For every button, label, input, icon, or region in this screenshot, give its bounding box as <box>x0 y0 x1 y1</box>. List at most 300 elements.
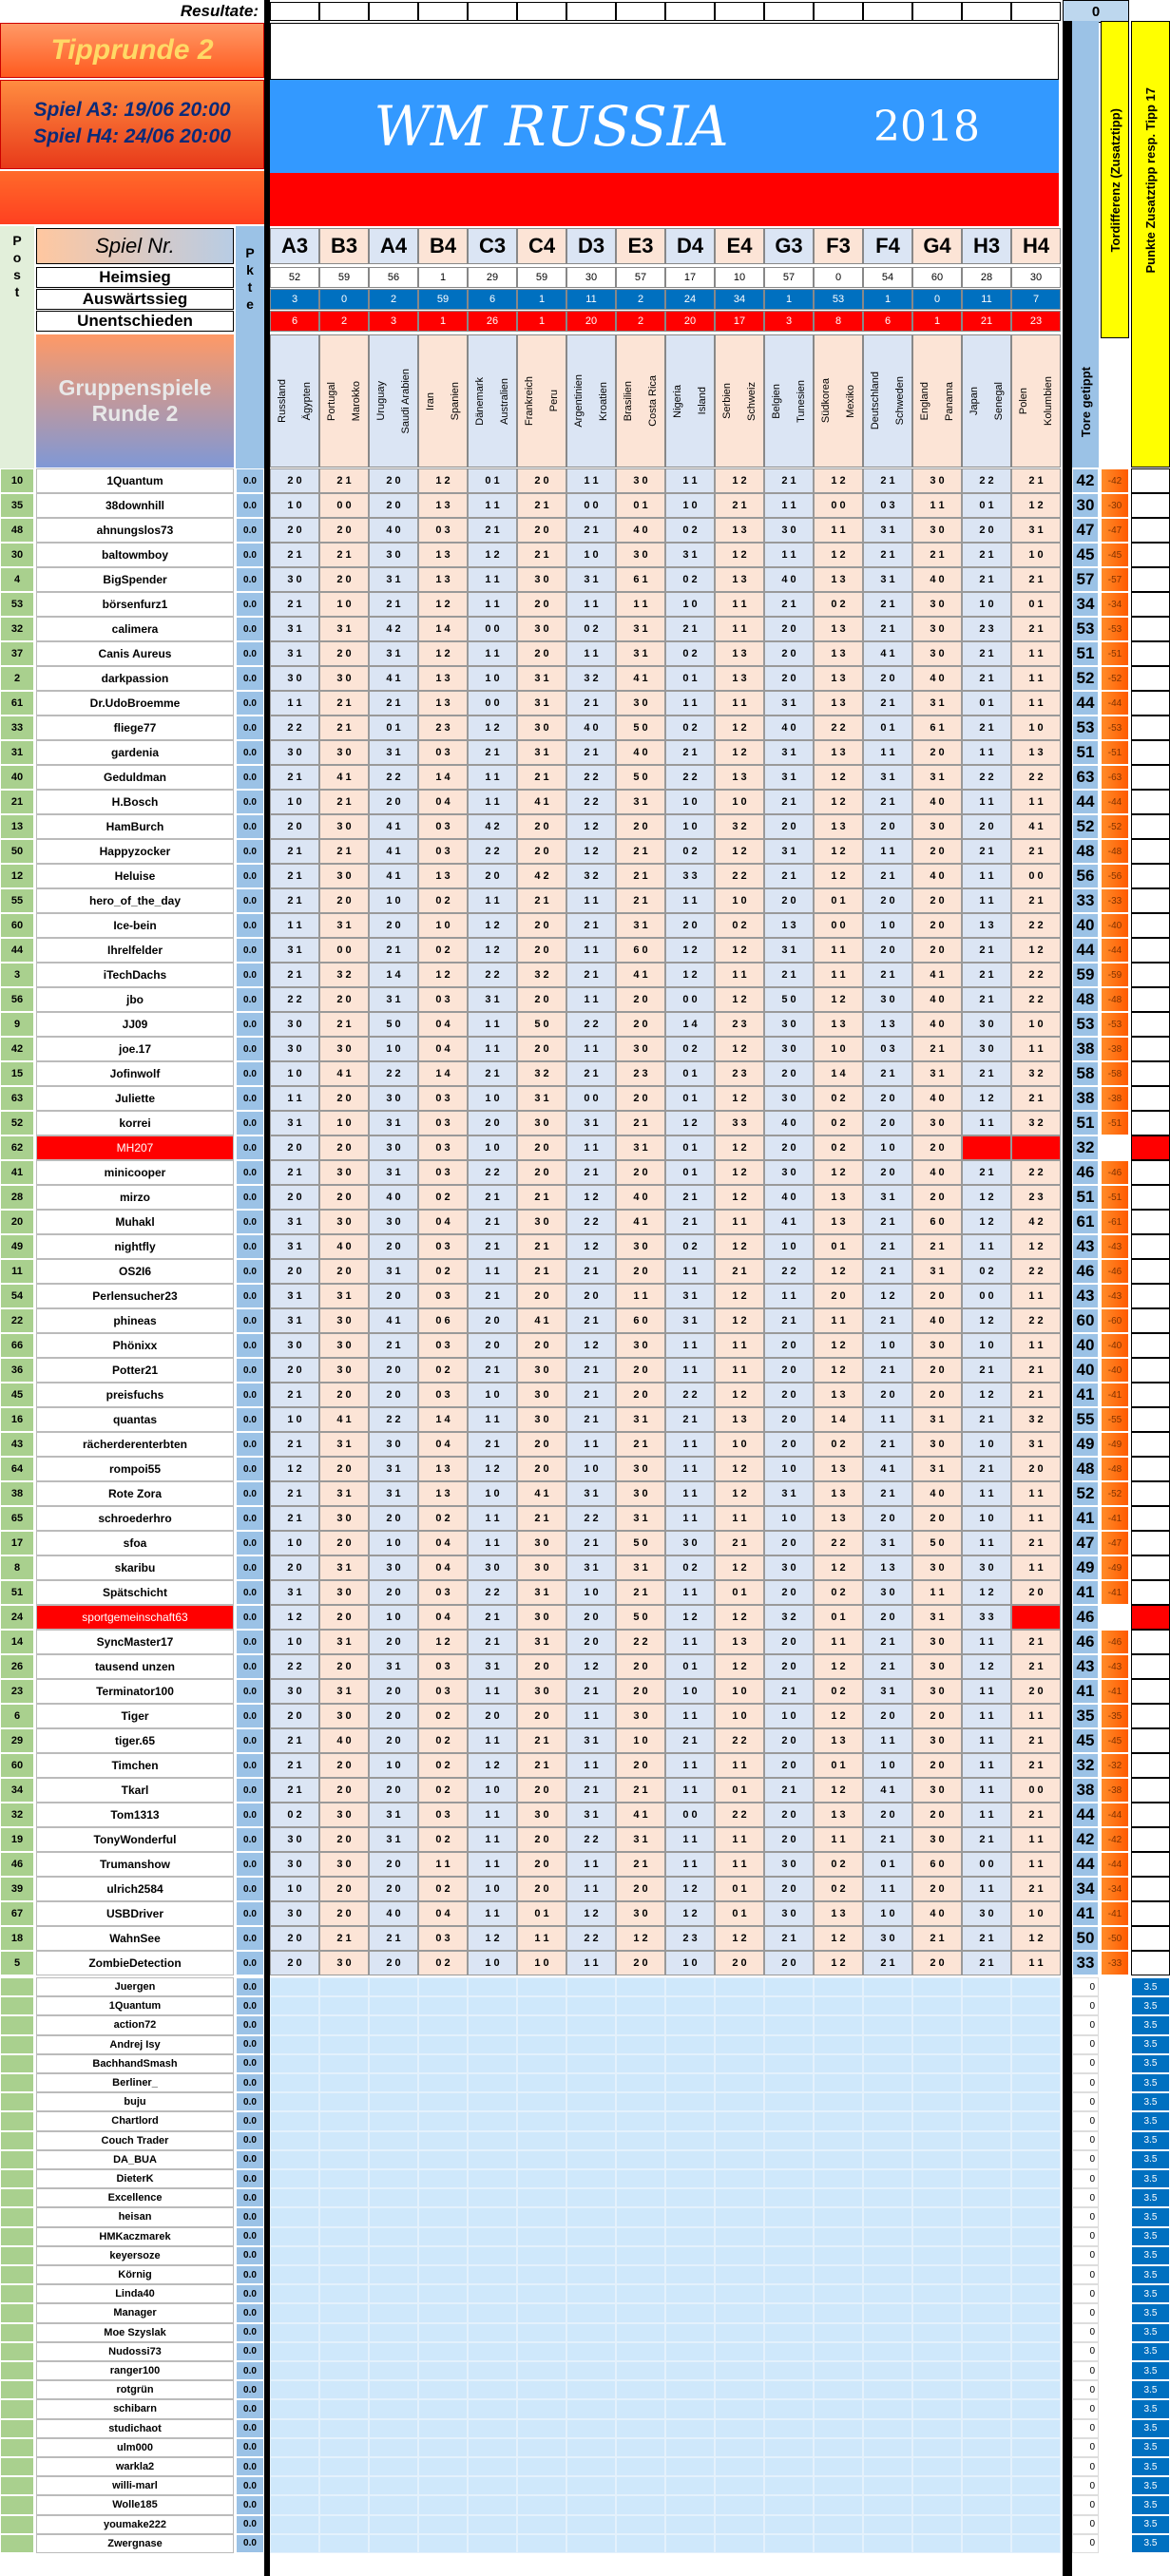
player-name[interactable]: phineas <box>36 1308 234 1333</box>
tip-cell[interactable]: 0 3 <box>418 839 468 864</box>
tip-cell[interactable]: 1 3 <box>863 1012 912 1037</box>
tip-cell[interactable]: 1 0 <box>863 1753 912 1778</box>
tip-cell[interactable]: 1 1 <box>665 1481 715 1506</box>
tip-cell[interactable]: 2 0 <box>764 1358 814 1383</box>
tip-cell[interactable] <box>270 1996 319 2015</box>
tip-cell[interactable]: 2 0 <box>319 1383 369 1407</box>
tip-cell[interactable] <box>319 2246 369 2265</box>
tip-cell[interactable]: 0 2 <box>814 1679 863 1704</box>
tip-cell[interactable] <box>715 2131 764 2150</box>
tip-cell[interactable] <box>270 2073 319 2092</box>
tip-cell[interactable]: 2 1 <box>566 1259 616 1284</box>
player-name[interactable]: WahnSee <box>36 1926 234 1951</box>
tip-cell[interactable]: 1 1 <box>715 963 764 987</box>
tip-cell[interactable]: 2 1 <box>665 617 715 641</box>
tip-cell[interactable] <box>665 2476 715 2495</box>
tip-cell[interactable] <box>468 2054 517 2073</box>
tip-cell[interactable]: 1 3 <box>418 543 468 567</box>
tip-cell[interactable]: 0 1 <box>814 1605 863 1630</box>
tip-cell[interactable] <box>616 2361 665 2380</box>
tip-cell[interactable]: 2 1 <box>319 543 369 567</box>
tip-cell[interactable]: 3 1 <box>369 567 418 592</box>
tip-cell[interactable]: 3 1 <box>319 1284 369 1308</box>
tip-cell[interactable]: 2 1 <box>1011 1383 1061 1407</box>
tip-cell[interactable]: 1 2 <box>468 543 517 567</box>
tip-cell[interactable]: 3 1 <box>270 617 319 641</box>
tip-cell[interactable]: 0 3 <box>418 1654 468 1679</box>
tip-cell[interactable]: 1 1 <box>468 765 517 790</box>
tip-cell[interactable]: 2 1 <box>962 641 1011 666</box>
tip-cell[interactable]: 0 2 <box>665 1234 715 1259</box>
tip-cell[interactable]: 1 1 <box>715 691 764 716</box>
tip-cell[interactable]: 3 0 <box>616 1901 665 1926</box>
tip-cell[interactable]: 3 0 <box>962 1901 1011 1926</box>
tip-cell[interactable]: 1 0 <box>270 1531 319 1555</box>
tip-cell[interactable]: 0 4 <box>418 790 468 814</box>
tip-cell[interactable]: 2 1 <box>863 1630 912 1654</box>
tip-cell[interactable]: 2 0 <box>517 814 566 839</box>
tip-cell[interactable]: 0 2 <box>270 1803 319 1827</box>
tip-cell[interactable]: 2 1 <box>863 592 912 617</box>
tip-cell[interactable]: 1 0 <box>468 1086 517 1111</box>
tip-cell[interactable]: 0 2 <box>814 1086 863 1111</box>
tip-cell[interactable]: 2 1 <box>270 839 319 864</box>
tip-cell[interactable] <box>369 2380 418 2399</box>
tip-cell[interactable] <box>962 2303 1011 2322</box>
tip-cell[interactable]: 0 3 <box>418 1111 468 1135</box>
tip-cell[interactable] <box>814 2035 863 2054</box>
tip-cell[interactable] <box>1011 2438 1061 2457</box>
tip-cell[interactable]: 2 0 <box>566 1605 616 1630</box>
tip-cell[interactable]: 2 2 <box>1011 913 1061 938</box>
tip-cell[interactable] <box>517 2476 566 2495</box>
tip-cell[interactable]: 2 0 <box>369 790 418 814</box>
tip-cell[interactable]: 2 1 <box>566 740 616 765</box>
tip-cell[interactable]: 2 0 <box>863 938 912 963</box>
tip-cell[interactable]: 2 0 <box>369 1852 418 1877</box>
tip-cell[interactable] <box>319 2361 369 2380</box>
tip-cell[interactable]: 2 0 <box>912 1284 962 1308</box>
tip-cell[interactable] <box>616 2534 665 2553</box>
tip-cell[interactable]: 3 1 <box>616 913 665 938</box>
tip-cell[interactable]: 0 0 <box>962 1284 1011 1308</box>
tip-cell[interactable] <box>369 2131 418 2150</box>
tip-cell[interactable] <box>566 2303 616 2322</box>
tip-cell[interactable] <box>616 2188 665 2207</box>
tip-cell[interactable]: 4 0 <box>616 518 665 543</box>
tip-cell[interactable]: 1 2 <box>814 790 863 814</box>
tip-cell[interactable] <box>912 2380 962 2399</box>
tip-cell[interactable] <box>715 1977 764 1996</box>
tip-cell[interactable] <box>962 2150 1011 2169</box>
tip-cell[interactable] <box>616 2303 665 2322</box>
tip-cell[interactable]: 4 1 <box>517 790 566 814</box>
tip-cell[interactable]: 2 1 <box>863 1061 912 1086</box>
tip-cell[interactable]: 2 2 <box>270 716 319 740</box>
tip-cell[interactable]: 2 0 <box>1011 1580 1061 1605</box>
tip-cell[interactable]: 1 0 <box>566 543 616 567</box>
tip-cell[interactable]: 3 0 <box>764 1901 814 1926</box>
tip-cell[interactable] <box>270 2150 319 2169</box>
tip-cell[interactable]: 1 1 <box>715 1210 764 1234</box>
tip-cell[interactable]: 1 2 <box>616 1926 665 1951</box>
tip-cell[interactable] <box>468 2246 517 2265</box>
tip-cell[interactable]: 1 0 <box>962 1432 1011 1457</box>
player-name[interactable]: buju <box>36 2092 234 2111</box>
tip-cell[interactable]: 3 0 <box>369 1135 418 1160</box>
player-name[interactable]: Juergen <box>36 1977 234 1996</box>
tip-cell[interactable]: 2 1 <box>566 1160 616 1185</box>
tip-cell[interactable]: 0 3 <box>418 987 468 1012</box>
tip-cell[interactable]: 2 1 <box>962 839 1011 864</box>
tip-cell[interactable]: 2 1 <box>270 1728 319 1753</box>
tip-cell[interactable]: 1 0 <box>369 1605 418 1630</box>
tip-cell[interactable]: 1 1 <box>863 839 912 864</box>
tip-cell[interactable]: 3 1 <box>764 938 814 963</box>
tip-cell[interactable]: 1 1 <box>715 1753 764 1778</box>
tip-cell[interactable]: 3 0 <box>319 666 369 691</box>
tip-cell[interactable]: 4 0 <box>764 1111 814 1135</box>
tip-cell[interactable]: 1 0 <box>764 1457 814 1481</box>
tip-cell[interactable]: 0 2 <box>814 1111 863 1135</box>
tip-cell[interactable]: 1 4 <box>665 1012 715 1037</box>
tip-cell[interactable] <box>566 2169 616 2188</box>
tip-cell[interactable] <box>912 2092 962 2111</box>
tip-cell[interactable]: 2 1 <box>270 1432 319 1457</box>
tip-cell[interactable]: 1 1 <box>814 518 863 543</box>
tip-cell[interactable] <box>369 2419 418 2438</box>
tip-cell[interactable] <box>764 2534 814 2553</box>
tip-cell[interactable] <box>962 2284 1011 2303</box>
tip-cell[interactable]: 3 0 <box>764 1037 814 1061</box>
tip-cell[interactable] <box>715 2438 764 2457</box>
tip-cell[interactable] <box>715 2495 764 2514</box>
tip-cell[interactable]: 1 0 <box>270 493 319 518</box>
tip-cell[interactable] <box>566 2534 616 2553</box>
tip-cell[interactable] <box>566 2323 616 2342</box>
tip-cell[interactable]: 4 2 <box>1011 1210 1061 1234</box>
tip-cell[interactable]: 3 0 <box>912 468 962 493</box>
tip-cell[interactable]: 2 0 <box>369 493 418 518</box>
tip-cell[interactable] <box>912 2227 962 2246</box>
tip-cell[interactable] <box>1011 2457 1061 2476</box>
tip-cell[interactable] <box>715 2111 764 2130</box>
tip-cell[interactable]: 2 0 <box>319 1259 369 1284</box>
tip-cell[interactable] <box>319 2342 369 2361</box>
tip-cell[interactable]: 1 1 <box>566 1432 616 1457</box>
tip-cell[interactable]: 2 1 <box>468 1185 517 1210</box>
tip-cell[interactable] <box>468 2207 517 2226</box>
tip-cell[interactable]: 2 0 <box>468 1333 517 1358</box>
tip-cell[interactable] <box>566 2131 616 2150</box>
tip-cell[interactable] <box>863 2457 912 2476</box>
tip-cell[interactable]: 2 2 <box>468 1580 517 1605</box>
tip-cell[interactable] <box>369 2073 418 2092</box>
tip-cell[interactable]: 4 1 <box>369 666 418 691</box>
tip-cell[interactable]: 1 0 <box>270 790 319 814</box>
tip-cell[interactable]: 2 1 <box>616 1580 665 1605</box>
tip-cell[interactable]: 1 2 <box>814 839 863 864</box>
player-name[interactable]: Berliner_ <box>36 2073 234 2092</box>
tip-cell[interactable]: 2 0 <box>517 641 566 666</box>
tip-cell[interactable]: 1 0 <box>517 1951 566 1975</box>
tip-cell[interactable]: 2 2 <box>1011 1259 1061 1284</box>
tip-cell[interactable]: 3 0 <box>912 1654 962 1679</box>
tip-cell[interactable]: 5 0 <box>517 1012 566 1037</box>
tip-cell[interactable]: 3 1 <box>863 1531 912 1555</box>
tip-cell[interactable]: 1 3 <box>863 1555 912 1580</box>
tip-cell[interactable]: 3 1 <box>468 1654 517 1679</box>
tip-cell[interactable]: 2 1 <box>863 1358 912 1383</box>
tip-cell[interactable]: 2 1 <box>863 1654 912 1679</box>
tip-cell[interactable] <box>863 2169 912 2188</box>
tip-cell[interactable]: 1 1 <box>665 1506 715 1531</box>
tip-cell[interactable] <box>468 1996 517 2015</box>
tip-cell[interactable]: 3 0 <box>764 1012 814 1037</box>
tip-cell[interactable]: 1 0 <box>1011 1901 1061 1926</box>
tip-cell[interactable]: 1 2 <box>715 543 764 567</box>
tip-cell[interactable]: 2 1 <box>270 1778 319 1803</box>
tip-cell[interactable]: 2 2 <box>715 1803 764 1827</box>
tip-cell[interactable] <box>418 2457 468 2476</box>
tip-cell[interactable]: 3 1 <box>616 790 665 814</box>
tip-cell[interactable] <box>566 2227 616 2246</box>
tip-cell[interactable] <box>468 2534 517 2553</box>
tip-cell[interactable]: 1 2 <box>566 1333 616 1358</box>
tip-cell[interactable]: 0 2 <box>814 1877 863 1901</box>
tip-cell[interactable] <box>715 2169 764 2188</box>
tip-cell[interactable]: 0 1 <box>962 691 1011 716</box>
player-name[interactable]: Potter21 <box>36 1358 234 1383</box>
tip-cell[interactable]: 1 1 <box>665 691 715 716</box>
tip-cell[interactable] <box>418 2438 468 2457</box>
tip-cell[interactable] <box>517 2207 566 2226</box>
tip-cell[interactable]: 3 0 <box>270 1012 319 1037</box>
tip-cell[interactable] <box>616 2015 665 2034</box>
tip-cell[interactable]: 3 0 <box>764 1852 814 1877</box>
tip-cell[interactable]: 2 2 <box>1011 765 1061 790</box>
tip-cell[interactable] <box>1011 2399 1061 2418</box>
tip-cell[interactable] <box>912 2054 962 2073</box>
tip-cell[interactable]: 1 1 <box>715 1827 764 1852</box>
tip-cell[interactable]: 2 0 <box>912 1506 962 1531</box>
tip-cell[interactable]: 3 1 <box>566 567 616 592</box>
tip-cell[interactable]: 0 1 <box>665 1061 715 1086</box>
tip-cell[interactable] <box>369 2111 418 2130</box>
tip-cell[interactable]: 0 2 <box>418 1506 468 1531</box>
tip-cell[interactable]: 1 2 <box>468 716 517 740</box>
tip-cell[interactable]: 2 1 <box>863 1210 912 1234</box>
tip-cell[interactable] <box>962 2227 1011 2246</box>
tip-cell[interactable]: 2 1 <box>863 468 912 493</box>
tip-cell[interactable]: 3 0 <box>863 1580 912 1605</box>
tip-cell[interactable]: 2 1 <box>665 1407 715 1432</box>
tip-cell[interactable]: 1 1 <box>566 987 616 1012</box>
tip-cell[interactable]: 2 0 <box>912 839 962 864</box>
tip-cell[interactable]: 4 2 <box>369 617 418 641</box>
tip-cell[interactable]: 1 1 <box>665 1580 715 1605</box>
tip-cell[interactable]: 3 1 <box>1011 1432 1061 1457</box>
tip-cell[interactable]: 3 0 <box>319 1308 369 1333</box>
tip-cell[interactable]: 3 1 <box>270 1210 319 1234</box>
tip-cell[interactable]: 2 0 <box>912 1951 962 1975</box>
tip-cell[interactable] <box>270 2227 319 2246</box>
tip-cell[interactable] <box>715 1996 764 2015</box>
tip-cell[interactable]: 3 1 <box>369 641 418 666</box>
tip-cell[interactable]: 2 0 <box>715 1951 764 1975</box>
tip-cell[interactable] <box>319 2015 369 2034</box>
tip-cell[interactable]: 2 2 <box>566 1827 616 1852</box>
tip-cell[interactable]: 3 1 <box>912 765 962 790</box>
tip-cell[interactable]: 1 0 <box>418 913 468 938</box>
tip-cell[interactable]: 3 3 <box>715 1111 764 1135</box>
tip-cell[interactable]: 2 0 <box>517 938 566 963</box>
tip-cell[interactable] <box>962 1996 1011 2015</box>
player-name[interactable]: baltowmboy <box>36 543 234 567</box>
tip-cell[interactable]: 1 0 <box>962 1333 1011 1358</box>
tip-cell[interactable]: 1 3 <box>418 567 468 592</box>
tip-cell[interactable] <box>468 2438 517 2457</box>
tip-cell[interactable]: 1 3 <box>814 641 863 666</box>
tip-cell[interactable]: 2 1 <box>468 518 517 543</box>
tip-cell[interactable] <box>863 2303 912 2322</box>
player-name[interactable]: tausend unzen <box>36 1654 234 1679</box>
tip-cell[interactable] <box>517 2438 566 2457</box>
tip-cell[interactable]: 1 1 <box>962 1234 1011 1259</box>
tip-cell[interactable]: 1 1 <box>1011 1951 1061 1975</box>
tip-cell[interactable]: 2 0 <box>764 814 814 839</box>
tip-cell[interactable]: 1 1 <box>566 641 616 666</box>
tip-cell[interactable]: 1 1 <box>962 1803 1011 1827</box>
tip-cell[interactable]: 1 2 <box>715 1160 764 1185</box>
tip-cell[interactable]: 2 3 <box>418 716 468 740</box>
tip-cell[interactable] <box>369 1996 418 2015</box>
tip-cell[interactable]: 1 1 <box>863 1407 912 1432</box>
tip-cell[interactable]: 2 1 <box>616 888 665 913</box>
player-name[interactable]: H.Bosch <box>36 790 234 814</box>
tip-cell[interactable]: 2 1 <box>517 1506 566 1531</box>
tip-cell[interactable] <box>764 2419 814 2438</box>
tip-cell[interactable] <box>1011 2265 1061 2284</box>
player-name[interactable]: Linda40 <box>36 2284 234 2303</box>
tip-cell[interactable]: 1 2 <box>468 1753 517 1778</box>
tip-cell[interactable] <box>468 2457 517 2476</box>
tip-cell[interactable] <box>616 2342 665 2361</box>
tip-cell[interactable]: 2 1 <box>1011 468 1061 493</box>
tip-cell[interactable]: 1 3 <box>814 1803 863 1827</box>
tip-cell[interactable] <box>566 2092 616 2111</box>
tip-cell[interactable]: 2 1 <box>270 1160 319 1185</box>
tip-cell[interactable] <box>517 2246 566 2265</box>
tip-cell[interactable] <box>566 2284 616 2303</box>
tip-cell[interactable] <box>715 2015 764 2034</box>
tip-cell[interactable]: 2 1 <box>962 1407 1011 1432</box>
tip-cell[interactable]: 3 1 <box>369 740 418 765</box>
tip-cell[interactable]: 3 1 <box>319 913 369 938</box>
player-name[interactable]: BachhandSmash <box>36 2054 234 2073</box>
tip-cell[interactable]: 0 2 <box>814 1580 863 1605</box>
tip-cell[interactable]: 2 1 <box>1011 1358 1061 1383</box>
tip-cell[interactable]: 5 0 <box>616 716 665 740</box>
tip-cell[interactable] <box>1011 2227 1061 2246</box>
tip-cell[interactable]: 0 3 <box>418 1284 468 1308</box>
tip-cell[interactable]: 3 1 <box>764 765 814 790</box>
player-name[interactable]: Ihrelfelder <box>36 938 234 963</box>
tip-cell[interactable] <box>517 2265 566 2284</box>
tip-cell[interactable]: 1 1 <box>566 1037 616 1061</box>
tip-cell[interactable] <box>863 2438 912 2457</box>
tip-cell[interactable] <box>863 2150 912 2169</box>
tip-cell[interactable] <box>814 2054 863 2073</box>
tip-cell[interactable]: 2 0 <box>270 1555 319 1580</box>
tip-cell[interactable]: 1 0 <box>1011 1012 1061 1037</box>
tip-cell[interactable]: 2 1 <box>517 1185 566 1210</box>
tip-cell[interactable]: 1 3 <box>418 666 468 691</box>
tip-cell[interactable]: 2 1 <box>863 1951 912 1975</box>
tip-cell[interactable]: 1 2 <box>665 1901 715 1926</box>
tip-cell[interactable]: 1 1 <box>468 1259 517 1284</box>
tip-cell[interactable] <box>962 2207 1011 2226</box>
tip-cell[interactable]: 1 0 <box>468 1778 517 1803</box>
tip-cell[interactable] <box>418 2515 468 2534</box>
tip-cell[interactable]: 2 0 <box>517 1457 566 1481</box>
tip-cell[interactable]: 1 2 <box>468 1926 517 1951</box>
tip-cell[interactable]: 2 1 <box>962 666 1011 691</box>
tip-cell[interactable] <box>517 2188 566 2207</box>
tip-cell[interactable]: 2 2 <box>715 1728 764 1753</box>
tip-cell[interactable]: 1 1 <box>814 963 863 987</box>
tip-cell[interactable]: 3 0 <box>863 1926 912 1951</box>
tip-cell[interactable]: 1 1 <box>665 1259 715 1284</box>
tip-cell[interactable]: 2 1 <box>319 716 369 740</box>
tip-cell[interactable]: 1 0 <box>566 1580 616 1605</box>
tip-cell[interactable] <box>468 2265 517 2284</box>
player-name[interactable]: schibarn <box>36 2399 234 2418</box>
tip-cell[interactable]: 1 0 <box>468 1951 517 1975</box>
tip-cell[interactable]: 1 1 <box>665 1630 715 1654</box>
tip-cell[interactable]: 3 1 <box>912 1457 962 1481</box>
tip-cell[interactable]: 3 0 <box>616 1234 665 1259</box>
tip-cell[interactable]: 3 1 <box>369 1654 418 1679</box>
tip-cell[interactable] <box>764 2169 814 2188</box>
tip-cell[interactable] <box>369 2534 418 2553</box>
tip-cell[interactable]: 2 1 <box>962 1457 1011 1481</box>
tip-cell[interactable]: 1 0 <box>715 1432 764 1457</box>
tip-cell[interactable] <box>814 2323 863 2342</box>
tip-cell[interactable]: 2 1 <box>369 592 418 617</box>
tip-cell[interactable] <box>517 2399 566 2418</box>
tip-cell[interactable] <box>912 2035 962 2054</box>
tip-cell[interactable]: 0 2 <box>418 1704 468 1728</box>
tip-cell[interactable] <box>665 2438 715 2457</box>
tip-cell[interactable]: 0 3 <box>418 1679 468 1704</box>
tip-cell[interactable]: 1 0 <box>616 1728 665 1753</box>
player-name[interactable]: 1Quantum <box>36 1996 234 2015</box>
tip-cell[interactable]: 1 0 <box>468 1481 517 1506</box>
tip-cell[interactable]: 2 0 <box>863 814 912 839</box>
tip-cell[interactable]: 2 1 <box>863 1308 912 1333</box>
tip-cell[interactable]: 2 0 <box>616 1383 665 1407</box>
tip-cell[interactable] <box>517 2515 566 2534</box>
tip-cell[interactable]: 3 1 <box>912 1407 962 1432</box>
tip-cell[interactable] <box>319 2534 369 2553</box>
tip-cell[interactable] <box>814 2265 863 2284</box>
tip-cell[interactable]: 1 1 <box>962 790 1011 814</box>
tip-cell[interactable]: 3 1 <box>616 1135 665 1160</box>
tip-cell[interactable] <box>764 2188 814 2207</box>
tip-cell[interactable]: 3 0 <box>912 1679 962 1704</box>
tip-cell[interactable]: 1 1 <box>1011 790 1061 814</box>
